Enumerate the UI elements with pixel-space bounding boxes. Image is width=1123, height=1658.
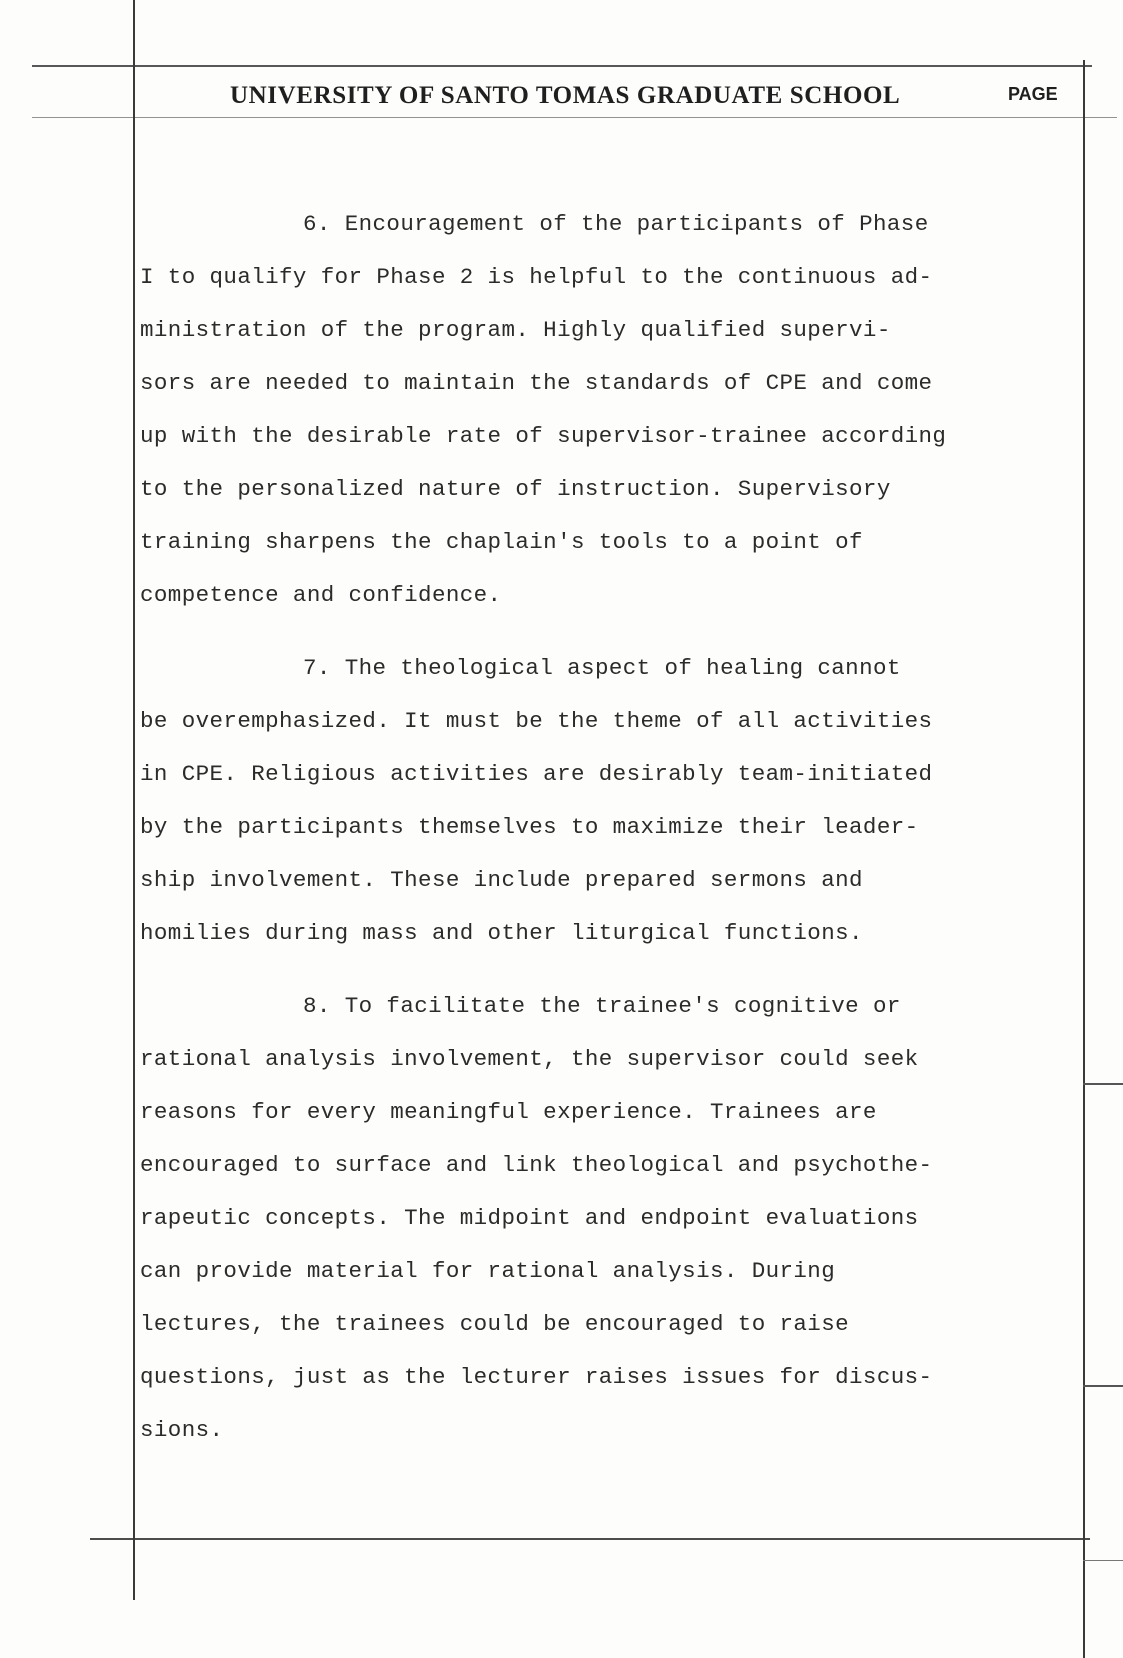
text-line: homilies during mass and other liturgical functions. (140, 920, 863, 946)
text-line: reasons for every meaningful experience. Trainees are (140, 1099, 877, 1125)
text-line: in CPE. Religious activities are desirably team-initiated (140, 761, 933, 787)
top-rule (32, 65, 1092, 67)
margin-tick (1083, 1083, 1123, 1085)
text-line: can provide material for rational analysis. During (140, 1258, 836, 1284)
header-underline (32, 117, 1117, 118)
margin-tick (1083, 1385, 1123, 1387)
margin-tick (1083, 1560, 1123, 1561)
text-line: lectures, the trainees could be encouraged to raise (140, 1311, 850, 1337)
text-line: up with the desirable rate of supervisor-trainee according (140, 423, 947, 449)
text-line: rapeutic concepts. The midpoint and endpoint evaluations (140, 1205, 919, 1231)
text-line: training sharpens the chaplain's tools to a point of (140, 529, 863, 555)
text-line: ship involvement. These include prepared sermons and (140, 867, 863, 893)
text-line: 6. Encouragement of the participants of Phase (303, 211, 929, 237)
text-line: questions, just as the lecturer raises issues for discus- (140, 1364, 933, 1390)
page-header (230, 82, 1070, 114)
text-line: 7. The theological aspect of healing cannot (303, 655, 901, 681)
text-line: to the personalized nature of instruction. Supervisory (140, 476, 891, 502)
text-line: 8. To facilitate the trainee's cognitive or (303, 993, 901, 1019)
text-line: competence and confidence. (140, 582, 502, 608)
text-line: sors are needed to maintain the standards of CPE and come (140, 370, 933, 396)
text-line: rational analysis involvement, the supervisor could seek (140, 1046, 919, 1072)
text-line: be overemphasized. It must be the theme of all activities (140, 708, 933, 734)
page-number-label: PAGE (1008, 84, 1058, 104)
header-title: UNIVERSITY OF SANTO TOMAS GRADUATE SCHOOL (230, 82, 901, 109)
text-line: by the participants themselves to maximize their leader- (140, 814, 919, 840)
body-text (140, 198, 1080, 1457)
left-margin-rule (133, 0, 135, 1600)
text-line: I to qualify for Phase 2 is helpful to the continuous ad- (140, 264, 933, 290)
right-margin-rule (1083, 60, 1085, 1658)
bottom-rule (90, 1538, 1090, 1540)
text-line: sions. (140, 1417, 224, 1443)
text-line: encouraged to surface and link theological and psychothe- (140, 1152, 933, 1178)
text-line: ministration of the program. Highly qualified supervi- (140, 317, 891, 343)
